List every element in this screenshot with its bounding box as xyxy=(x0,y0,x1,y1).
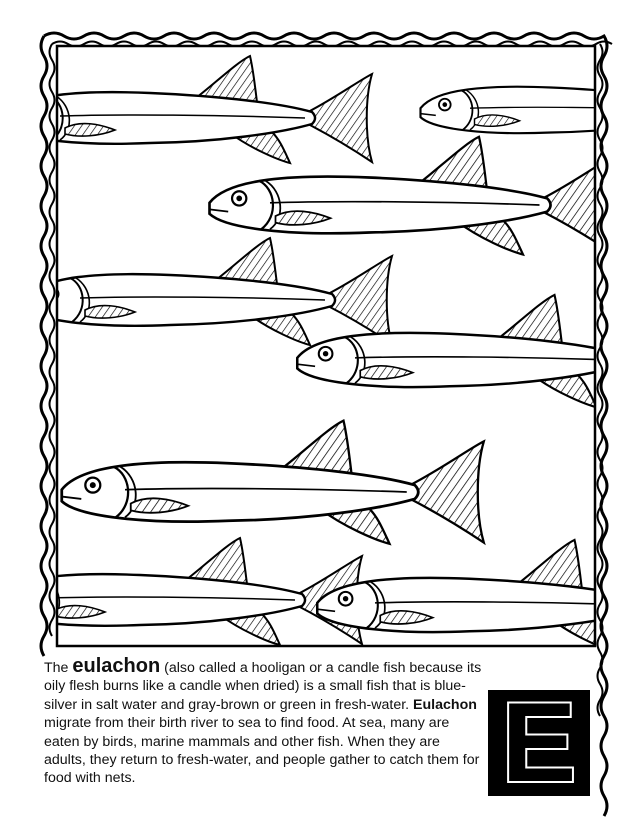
caption-text: migrate from their birth river to sea to find food. At sea, many are eaten by birds, marine mammals and other fish. When they are adults, they return to fresh-water, and people gather to catch them for food with nets. xyxy=(44,715,480,787)
caption-term-eulachon-bold: Eulachon xyxy=(413,696,477,713)
caption-text: The xyxy=(44,660,73,676)
fish-school xyxy=(0,46,638,652)
eulachon-description xyxy=(44,657,484,788)
alphabet-letter-badge xyxy=(488,680,590,805)
caption-text: (also called a hooligan or a candle fish because its oily flesh burns like a candle when dried) is a small fish that is blue-silver in salt water and gray-brown or green in fresh-water. xyxy=(44,660,482,713)
caption-term-eulachon: eulachon xyxy=(72,655,161,677)
alphabet-letter: E xyxy=(501,680,577,805)
